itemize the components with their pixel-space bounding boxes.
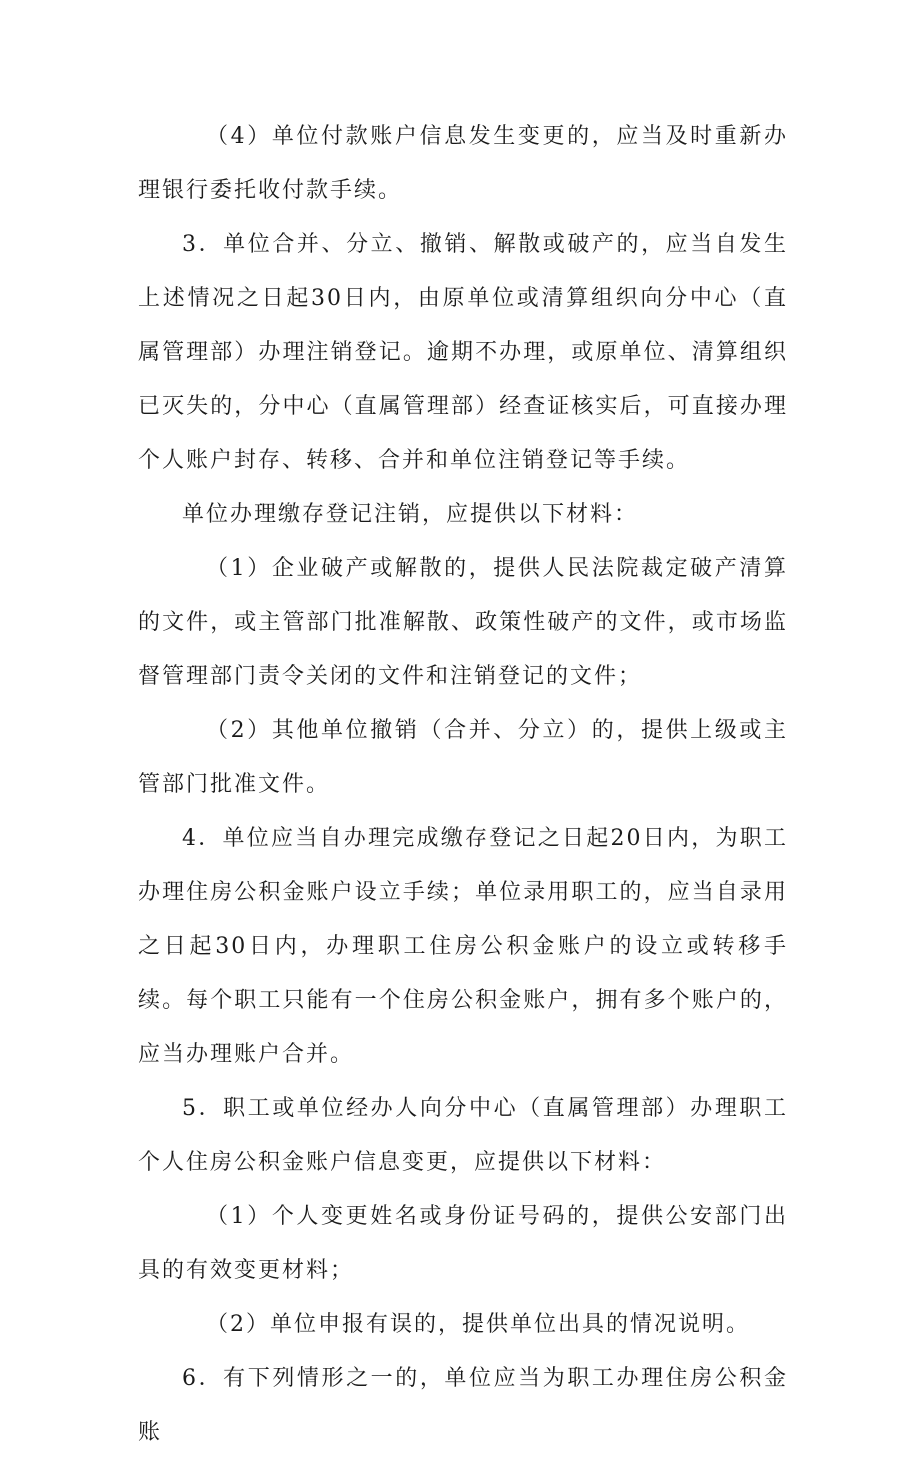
paragraph-item-3-deregistration: 3．单位合并、分立、撤销、解散或破产的，应当自发生上述情况之日起30日内，由原单位或清算组织向分中心（直属管理部）办理注销登记。逾期不办理，或原单位、清算组织已灭失的，分中心（直属管理部）经查证核实后，可直接办理个人账户封存、转移、合并和单位注销登记等手续。: [138, 232, 788, 473]
paragraph-deregistration-materials: 单位办理缴存登记注销，应提供以下材料：: [182, 502, 639, 527]
document-body: [138, 110, 788, 1460]
paragraph-item-4-account-setup: 4．单位应当自办理完成缴存登记之日起20日内，为职工办理住房公积金账户设立手续；单位录用职工的，应当自录用之日起30日内，办理职工住房公积金账户的设立或转移手续。每个职工只能有一个住房公积金账户，拥有多个账户的，应当办理账户合并。: [138, 826, 788, 1067]
paragraph-payment-account-change: （4）单位付款账户信息发生变更的，应当及时重新办理银行委托收付款手续。: [138, 124, 788, 203]
paragraph-item-5-info-change: 5．职工或单位经办人向分中心（直属管理部）办理职工个人住房公积金账户信息变更，应提供以下材料：: [138, 1096, 788, 1175]
paragraph-change-material-2: （2）单位申报有误的，提供单位出具的情况说明。: [206, 1312, 750, 1337]
paragraph-change-material-1: （1）个人变更姓名或身份证号码的，提供公安部门出具的有效变更材料；: [138, 1204, 788, 1283]
paragraph-material-1: （1）企业破产或解散的，提供人民法院裁定破产清算的文件，或主管部门批准解散、政策性破产的文件，或市场监督管理部门责令关闭的文件和注销登记的文件；: [138, 556, 788, 689]
paragraph-material-2: （2）其他单位撤销（合并、分立）的，提供上级或主管部门批准文件。: [138, 718, 788, 797]
paragraph-item-6: 6．有下列情形之一的，单位应当为职工办理住房公积金账: [138, 1366, 788, 1445]
